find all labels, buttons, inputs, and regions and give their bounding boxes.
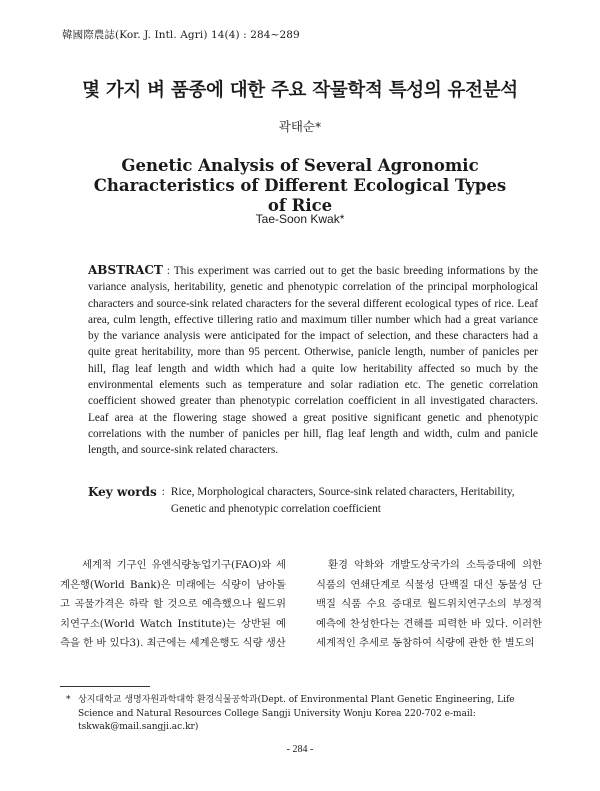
english-title	[0, 156, 600, 216]
abstract-separator: :	[162, 265, 174, 277]
keywords-text: Rice, Morphological characters, Source-sink related characters, Heritability, Genetic and phenotypic correlation coefficient	[170, 486, 515, 515]
body-right-column: 환경 악화와 개발도상국가의 소득증대에 의한 식품의 연쇄단계로 식물성 단백질 대신 동물성 단백질 식품 수요 증대로 월드위치연구소의 부정적 예측에 찬성한다는 견해를 피력한 바 있다. 이러한 세계적인 추세로 동참하여 식량에 관한 한 별도의	[316, 559, 542, 649]
keywords-separator: :	[161, 486, 165, 498]
abstract-label: ABSTRACT	[88, 263, 163, 277]
keywords	[88, 484, 540, 518]
footnote-text: 상지대학교 생명자원과학대학 환경식물공학과(Dept. of Environmental Plant Genetic Engineering, Life Science and Natural Resources College Sangji University Wonju Korea 220-702 e-mail: tskwak@mail.sangji.ac.kr)	[78, 695, 515, 732]
journal-header: 韓國際農誌(Kor. J. Intl. Agri) 14(4) : 284~289	[62, 29, 300, 41]
english-title-text: Genetic Analysis of Several Agronomic Characteristics of Different Ecological Types of Rice	[93, 156, 507, 215]
page-number: - 284 -	[286, 744, 314, 755]
footnote	[66, 694, 552, 735]
korean-title: 몇 가지 벼 품종에 대한 주요 작물학적 특성의 유전분석	[82, 80, 518, 101]
footnote-mark: *	[66, 695, 71, 705]
keywords-label: Key words	[88, 485, 157, 499]
english-author: Tae-Soon Kwak*	[255, 212, 345, 226]
body-left-column: 세계적 기구인 유엔식량농업기구(FAO)와 세계은행(World Bank)은 미래에는 식량이 남아돌고 곡물가격은 하락 할 것으로 예측했으나 월드위치연구소(World Watch Institute)는 상반된 예측을 한 바 있다3). 최근에는 세계은행도 식량 생산	[60, 559, 286, 649]
footnote-divider	[60, 686, 150, 687]
abstract-text: This experiment was carried out to get the basic breeding informations by the variance analysis, heritability, genetic and phenotypic correlation of the principal morphological characters and source-sink related characters for the several different ecological types of rice. Leaf area, culm length, effective tillering ratio and maximum tiller number which had a great variance by the variance analysis were anticipated for the impact of selection, and these characters had a quite great heritability, more than 95 percent. Otherwise, panicle length, number of panicles per hill, flag leaf length and width which had a quite low heritability affected so much by the environmental elements such as temperature and solar radiation etc. The genetic correlation coefficient showed greater than phenotypic correlation coefficient in all investigated characters. Leaf area at the flowering stage showed a great positive significant genetic and phenotypic correlations with the number of panicles per hill, flag leaf length and width, culm and panicle length, and source-sink related characters.	[88, 265, 538, 457]
abstract	[88, 262, 538, 459]
korean-author: 곽태순*	[278, 119, 322, 134]
